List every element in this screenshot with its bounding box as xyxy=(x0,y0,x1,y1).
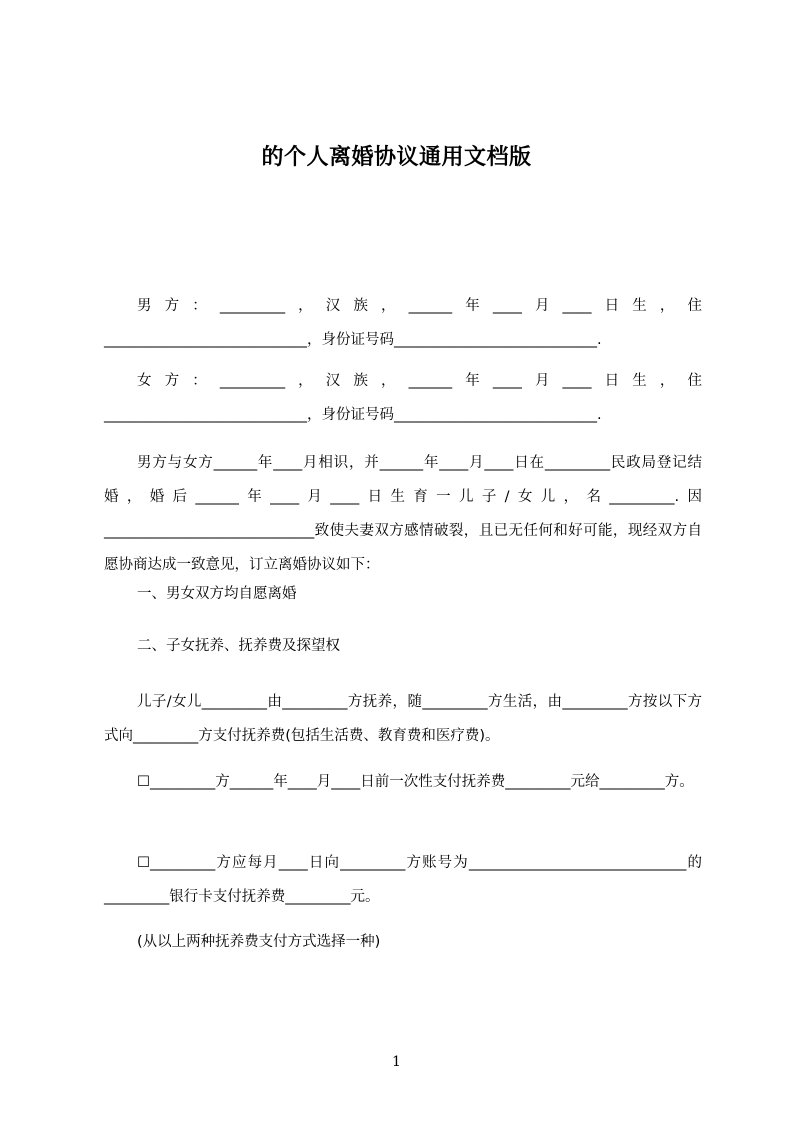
section-heading-2: 二、子女抚养、抚养费及探望权 xyxy=(137,638,340,654)
payment-option-monthly: ☐_________方应每月____日向_________方账号为______________________________的_________银行卡支付抚养费_________元。 xyxy=(104,855,702,905)
page-number: 1 xyxy=(392,1054,401,1070)
section-heading-1: 一、男女双方均自愿离婚 xyxy=(137,586,297,602)
female-party-paragraph: 女方：_________，汉族，______年____月____日生，住____________________________，身份证号码____________________________. xyxy=(104,373,702,423)
document-title: 的个人离婚协议通用文档版 xyxy=(261,145,532,170)
payment-option-lump-sum: ☐_________方______年____月____日前一次性支付抚养费_________元给_________方。 xyxy=(137,774,694,790)
payment-choice-note: (从以上两种抚养费支付方式选择一种) xyxy=(137,934,381,950)
male-party-paragraph: 男方：_________，汉族，______年____月____日生，住____________________________，身份证号码____________________________. xyxy=(104,298,702,348)
marriage-history-paragraph: 男方与女方______年____月相识，并______年____月____日在_________民政局登记结婚，婚后______年____月____日生育一儿子/女儿，名_________.因_____________________________致使夫妻双方感情破裂，且已无任何和好可能，现经双方自愿协商达成一致意见，订立离婚协议如下： xyxy=(104,455,702,573)
custody-paragraph: 儿子/女儿_________由_________方抚养，随_________方生活，由_________方按以下方式向_________方支付抚养费(包括生活费、教育费和医疗费)。 xyxy=(104,694,702,744)
